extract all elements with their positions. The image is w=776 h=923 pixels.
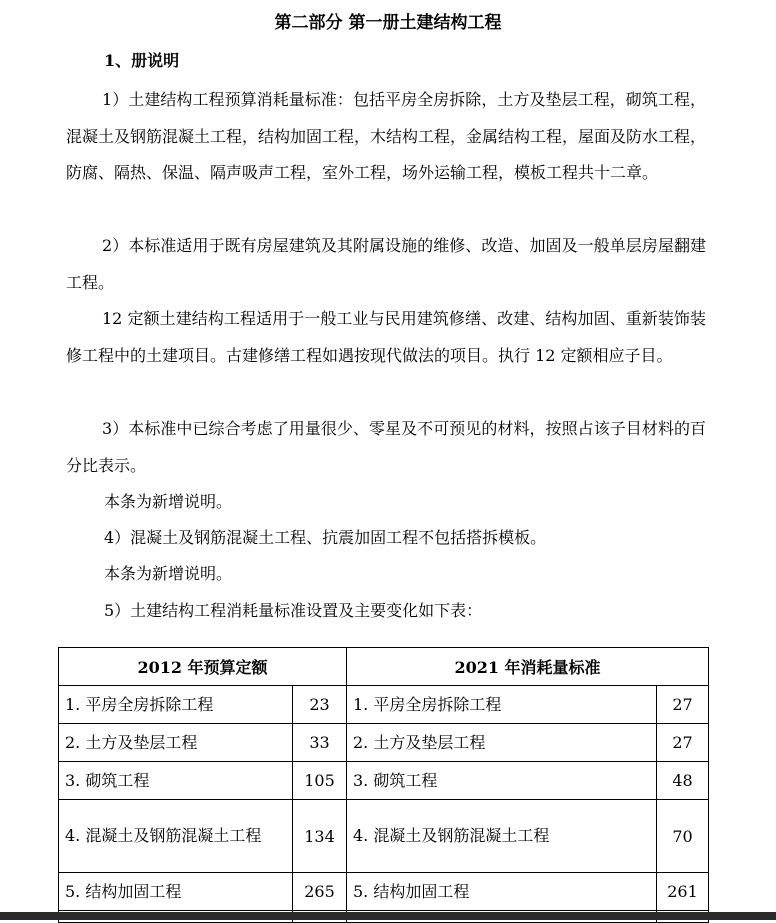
right-item-name: 1. 平房全房拆除工程 <box>347 686 657 724</box>
right-item-count: 27 <box>657 724 709 762</box>
paragraph-12-quota: 12 定额土建结构工程适用于一般工业与民用建筑修缮、改建、结构加固、重新装饰装修工程中的土建项目。古建修缮工程如遇按现代做法的项目。执行 12 定额相应子目。 <box>66 309 706 365</box>
left-item-count: 33 <box>293 724 347 762</box>
right-item-count: 48 <box>657 762 709 800</box>
paragraph-4: 4）混凝土及钢筋混凝土工程、抗震加固工程不包括搭拆模板。 <box>104 528 547 547</box>
table-row <box>59 873 709 911</box>
table-row <box>59 762 709 800</box>
table-row <box>59 724 709 762</box>
header-2012: 2012 年预算定额 <box>59 648 347 686</box>
left-item-count: 265 <box>293 873 347 911</box>
right-item-count: 261 <box>657 873 709 911</box>
table-header-row <box>59 648 709 686</box>
right-item-name: 4. 混凝土及钢筋混凝土工程 <box>347 800 657 873</box>
left-item-name: 2. 土方及垫层工程 <box>59 724 293 762</box>
right-item-name: 3. 砌筑工程 <box>347 762 657 800</box>
paragraph-5: 5）土建结构工程消耗量标准设置及主要变化如下表： <box>104 601 483 620</box>
table-row <box>59 686 709 724</box>
left-item-name: 1. 平房全房拆除工程 <box>59 686 293 724</box>
paragraph-2: 2）本标准适用于既有房屋建筑及其附属设施的维修、改造、加固及一般单层房屋翻建工程。 <box>66 236 706 292</box>
comparison-table <box>58 647 709 923</box>
paragraph-1: 1）土建结构工程预算消耗量标准：包括平房全房拆除，土方及垫层工程，砌筑工程，混凝土及钢筋混凝土工程，结构加固工程，木结构工程，金属结构工程，屋面及防水工程，防腐、隔热、保温、隔声吸声工程，室外工程，场外运输工程，模板工程共十二章。 <box>66 90 707 183</box>
note-new-2: 本条为新增说明。 <box>104 564 233 583</box>
left-item-count: 23 <box>293 686 347 724</box>
table-row <box>59 800 709 873</box>
page-bottom-edge <box>0 912 776 920</box>
paragraph-3: 3）本标准中已综合考虑了用量很少、零星及不可预见的材料，按照占该子目材料的百分比表示。 <box>66 419 706 475</box>
left-item-name: 3. 砌筑工程 <box>59 762 293 800</box>
right-item-name: 5. 结构加固工程 <box>347 873 657 911</box>
right-item-count: 70 <box>657 800 709 873</box>
left-item-count: 105 <box>293 762 347 800</box>
right-item-name: 2. 土方及垫层工程 <box>347 724 657 762</box>
right-item-count: 27 <box>657 686 709 724</box>
left-item-name: 5. 结构加固工程 <box>59 873 293 911</box>
section-heading: 1、册说明 <box>104 51 180 70</box>
left-item-name: 4. 混凝土及钢筋混凝土工程 <box>59 800 293 873</box>
header-2021: 2021 年消耗量标准 <box>347 648 709 686</box>
document-title: 第二部分 第一册土建结构工程 <box>274 13 502 33</box>
note-new-1: 本条为新增说明。 <box>104 492 233 511</box>
left-item-count: 134 <box>293 800 347 873</box>
